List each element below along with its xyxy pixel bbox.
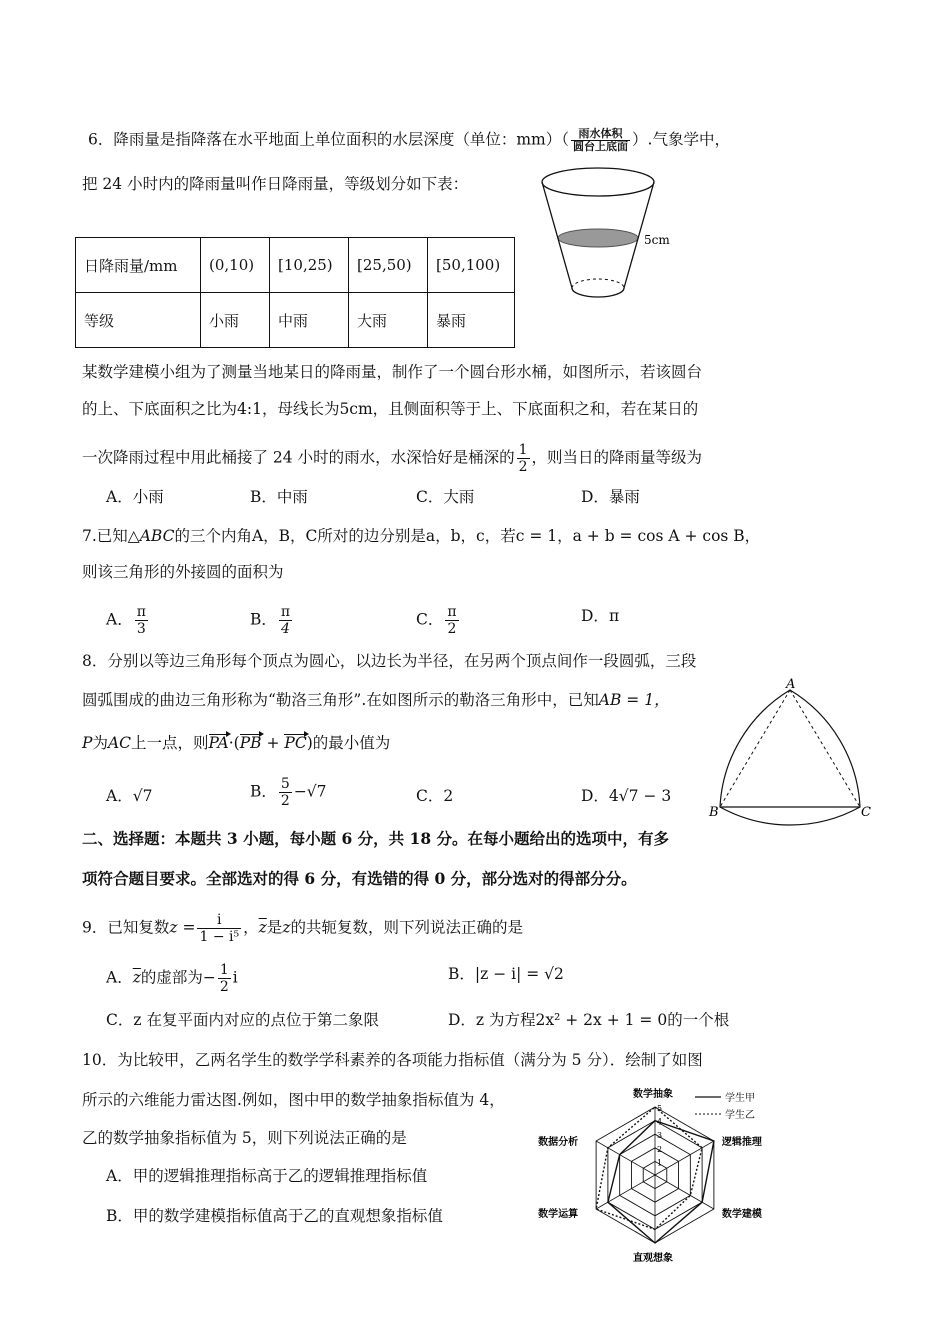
q7-line2: 则该三角形的外接圆的面积为 (82, 563, 284, 581)
q6-option-d: D．暴雨 (581, 488, 640, 506)
radar-tick-label: 4 (657, 1117, 663, 1127)
q6-option-a: A．小雨 (106, 488, 164, 506)
q7-option-b: B． $\frac{\pi}{4}$ (250, 604, 291, 637)
q8-option-d: D．4√7 − 3 (581, 787, 672, 805)
q7-option-c: C． $\frac{\pi}{2}$ (416, 604, 457, 637)
vertex-b-label: B (709, 805, 719, 820)
q9-line1: 9．已知复数z = $\frac{i}{\text{1 − i⁵}}$ ，$\overline{z}$是z的共轭复数，则下列说法正确的是 (82, 912, 523, 945)
vector-pa: PA (208, 734, 229, 752)
q6-option-c: C．大雨 (416, 488, 475, 506)
radar-tick-label: 1 (657, 1158, 663, 1168)
q6-line5: 一次降雨过程中用此桶接了 24 小时的雨水，水深恰好是桶深的 $\frac{1}{2}$ ，则当日的降雨量等级为 (82, 442, 703, 475)
q7-line1: 7.已知△ABC的三个内角A，B，C所对的边分别是a，b，c，若c = 1，a + b = cos A + cos B， (82, 527, 761, 545)
bucket-figure (540, 160, 680, 310)
radar-axis-label: 直观想象 (633, 1253, 673, 1264)
radar-spoke (596, 1141, 655, 1175)
q7-option-d: D．π (581, 607, 620, 625)
vertex-a-label: A (786, 677, 796, 692)
radar-tick-label: 2 (657, 1144, 663, 1154)
q8-option-c: C．2 (416, 787, 454, 805)
rainfall-table (75, 237, 515, 348)
vertex-c-label: C (861, 805, 871, 820)
reuleaux-triangle-figure (709, 677, 875, 820)
radar-axis-label: 逻辑推理 (721, 1137, 762, 1148)
q6-line1: 6．降雨量是指降落在水平地面上单位面积的水层深度（单位：mm）（ $\frac{\text{雨水体积}}{\text{圆台上底面}}$ ）.气象学中， (88, 127, 730, 153)
bucket-slant-label: 5cm (644, 233, 670, 247)
radar-chart (538, 1085, 765, 1265)
q9-option-b: B．|z − i| = √2 (448, 965, 564, 983)
q6-line3: 某数学建模小组为了测量当地某日的降雨量，制作了一个圆台形水桶，如图所示，若该圆台 (82, 363, 703, 381)
q6-line4: 的上、下底面积之比为4:1，母线长为5cm，且侧面积等于上、下底面积之和，若在某日的 (82, 400, 699, 418)
q8-option-a: A．√7 (106, 787, 153, 805)
q8-option-b: B． $\frac{5}{2}$ −√7 (250, 776, 327, 809)
radar-spoke (596, 1175, 655, 1209)
q8-line2: 圆弧围成的曲边三角形称为“勒洛三角形”.在如图所示的勒洛三角形中，已知AB = 1， (82, 691, 670, 709)
q6-line2: 把 24 小时内的降雨量叫作日降雨量，等级划分如下表： (82, 175, 469, 193)
q8-line3: P为AC上一点，则PA·(PB + PC)的最小值为 (82, 734, 391, 752)
legend-student-b: 学生乙 (725, 1110, 755, 1121)
q6-option-b: B．中雨 (250, 488, 308, 506)
q9-option-d: D．z 为方程2x² + 2x + 1 = 0的一个根 (448, 1011, 730, 1029)
legend-student-a: 学生甲 (725, 1093, 755, 1104)
radar-axis-label: 数学建模 (721, 1209, 762, 1220)
q10-line1: 10．为比较甲，乙两名学生的数学学科素养的各项能力指标值（满分为 5 分）．绘制了如图 (82, 1051, 703, 1069)
radar-legend (695, 1091, 755, 1121)
q9-option-c: C．z 在复平面内对应的点位于第二象限 (106, 1011, 379, 1029)
radar-spoke (655, 1141, 714, 1175)
radar-axis-label: 数学运算 (538, 1209, 579, 1220)
q10-line2: 所示的六维能力雷达图.例如，图中甲的数学抽象指标值为 4， (82, 1091, 505, 1109)
q7-option-a: A． $\frac{\pi}{3}$ (106, 604, 146, 637)
radar-spoke (655, 1175, 714, 1209)
q9-option-a: A．$\overline{z}$的虚部为− $\frac{1}{2}$ i (106, 962, 238, 995)
section2-line1: 二、选择题：本题共 3 小题，每小题 6 分，共 18 分。在每小题给出的选项中，有多 (82, 829, 670, 848)
radar-tick-label: 3 (657, 1131, 663, 1141)
q10-option-a: A．甲的逻辑推理指标高于乙的逻辑推理指标值 (106, 1167, 428, 1185)
radar-axis-label: 数据分析 (538, 1137, 579, 1148)
q8-line1: 8．分别以等边三角形每个顶点为圆心，以边长为半径，在另两个顶点间作一段圆弧，三段 (82, 652, 697, 670)
table-row: 等级 小雨 中雨 大雨 暴雨 (76, 293, 515, 348)
radar-tick-label: 5 (657, 1104, 663, 1113)
q6-unit-fraction: $\frac{\text{雨水体积}}{\text{圆台上底面}}$ (573, 127, 629, 153)
q10-option-b: B．甲的数学建模指标值高于乙的直观想象指标值 (106, 1207, 443, 1225)
section2-line2: 项符合题目要求。全部选对的得 6 分，有选错的得 0 分，部分选对的得部分分。 (82, 869, 637, 888)
vector-pb: PB (239, 734, 262, 752)
table-row: 日降雨量/mm (0,10) [10,25) [25,50) [50,100) (76, 238, 515, 293)
q10-line3: 乙的数学抽象指标值为 5，则下列说法正确的是 (82, 1129, 407, 1147)
radar-axis-label: 数学抽象 (633, 1089, 673, 1100)
vector-pc: PC (284, 734, 307, 752)
